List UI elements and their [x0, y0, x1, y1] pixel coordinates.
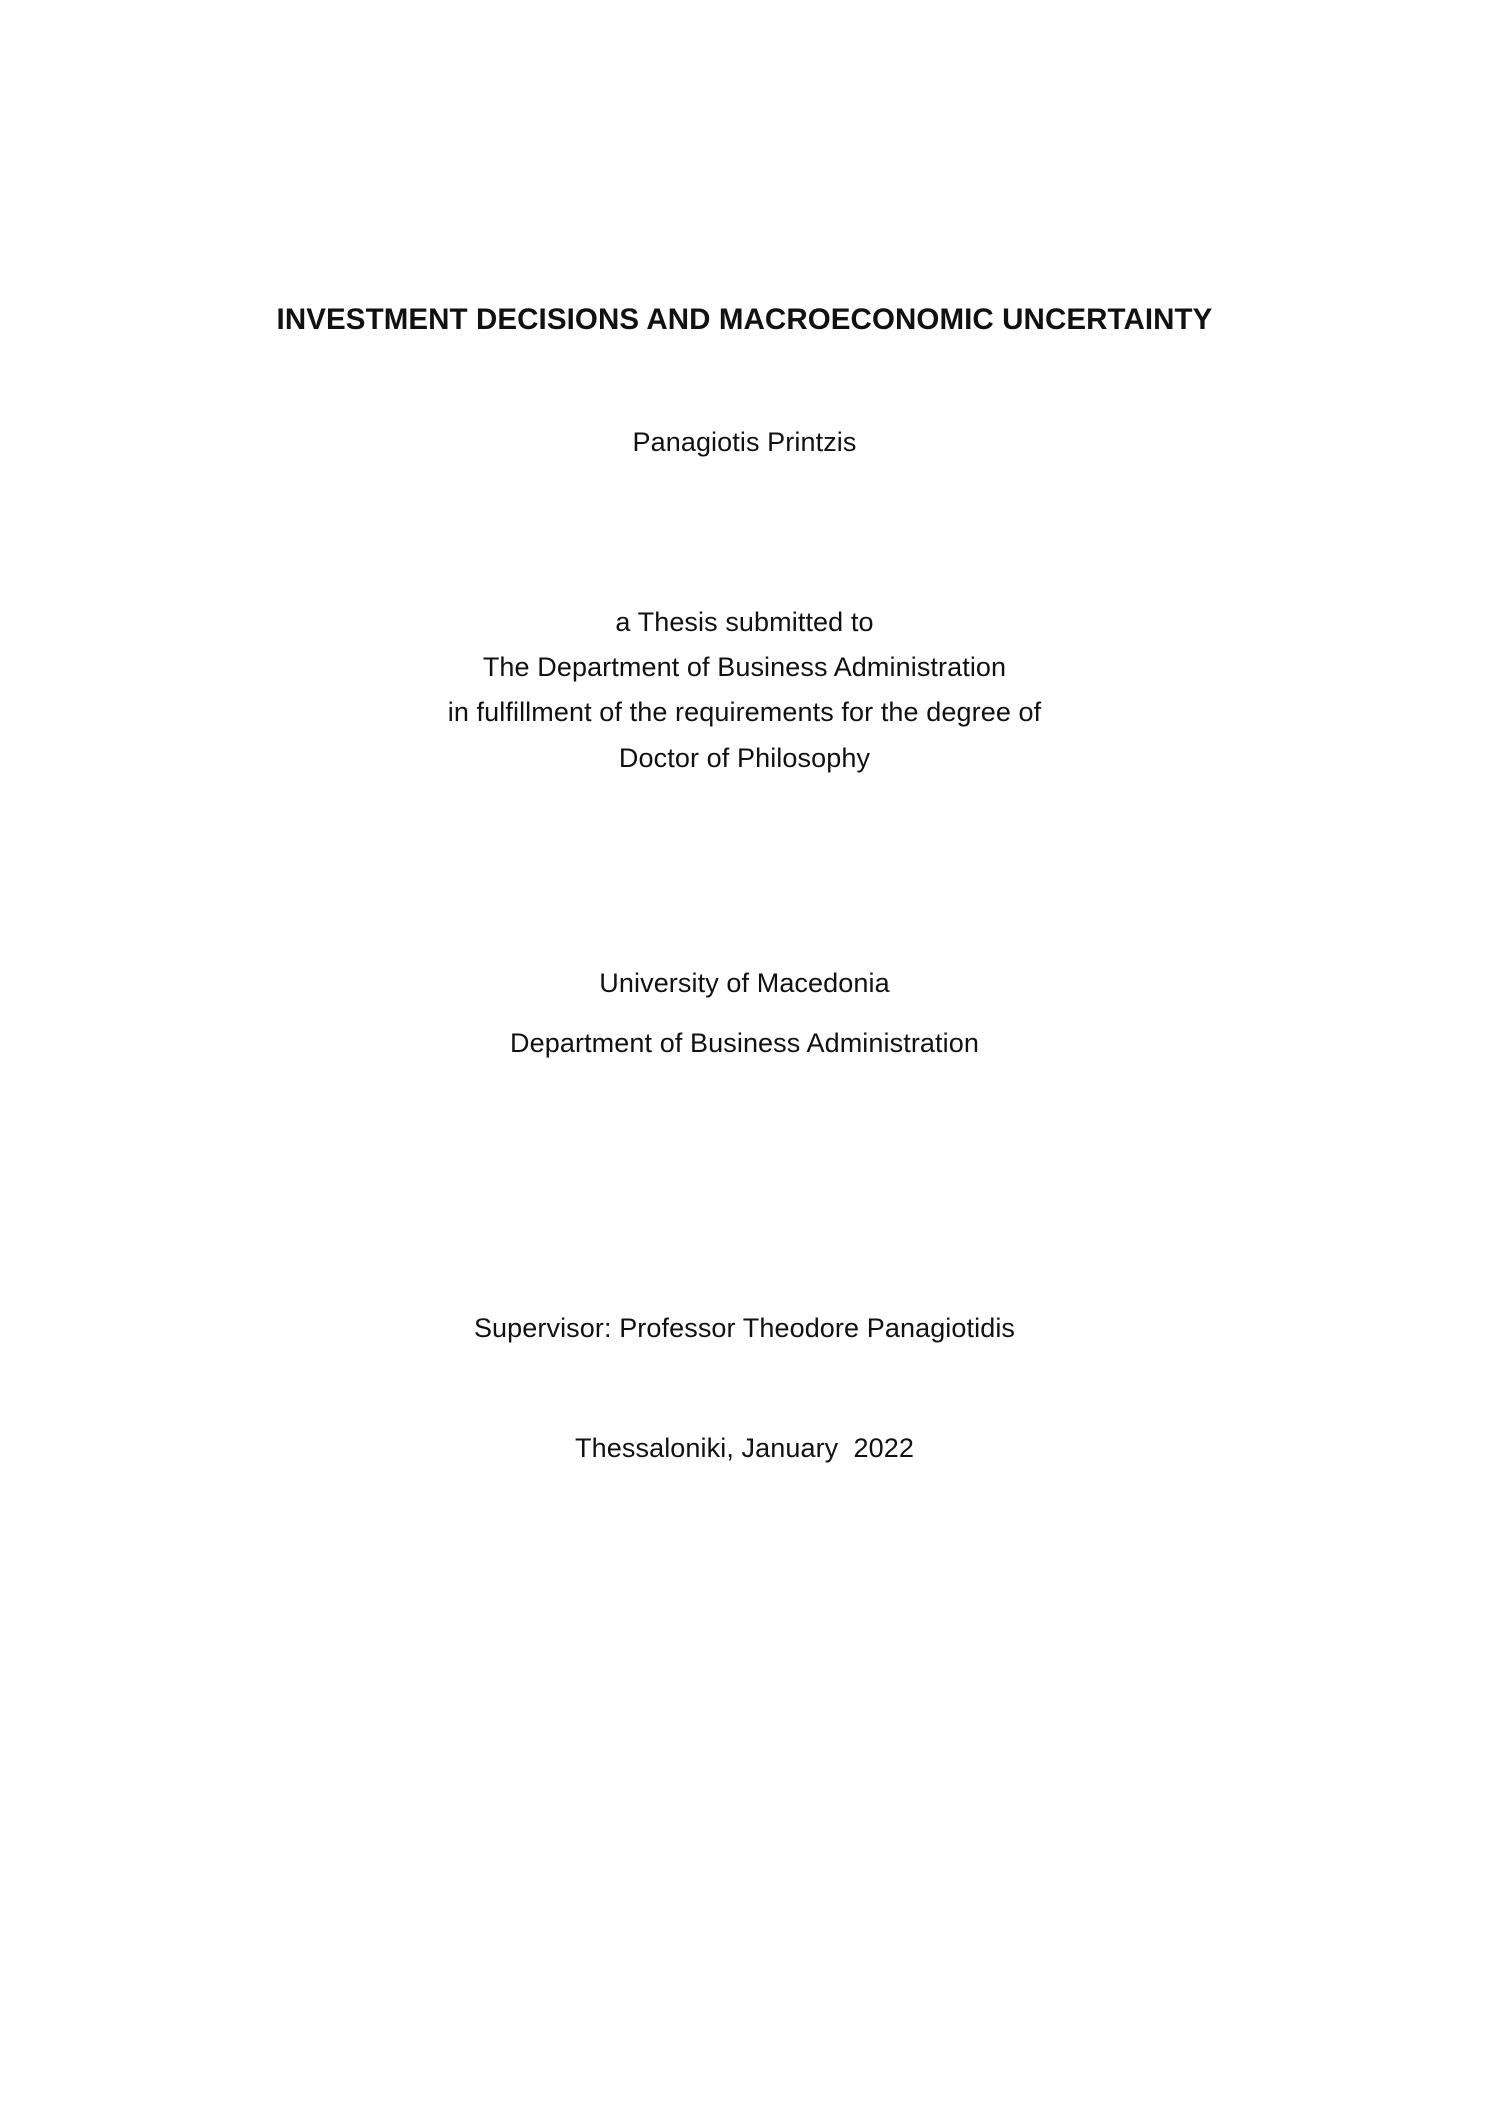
department-name: Department of Business Administration	[510, 1028, 979, 1058]
submission-line-1: a Thesis submitted to	[615, 607, 874, 637]
place-date-line: Thessaloniki, January 2022	[575, 1433, 914, 1463]
university-name: University of Macedonia	[599, 968, 890, 998]
submission-line-2: The Department of Business Administration	[482, 652, 1007, 682]
thesis-title: INVESTMENT DECISIONS AND MACROECONOMIC UNCERTAINTY	[276, 303, 1213, 336]
submission-line-3: in fulfillment of the requirements for the degree of	[447, 697, 1042, 727]
author-name: Panagiotis Printzis	[632, 427, 857, 457]
degree-name: Doctor of Philosophy	[618, 743, 871, 773]
supervisor-line: Supervisor: Professor Theodore Panagiotidis	[473, 1313, 1016, 1343]
